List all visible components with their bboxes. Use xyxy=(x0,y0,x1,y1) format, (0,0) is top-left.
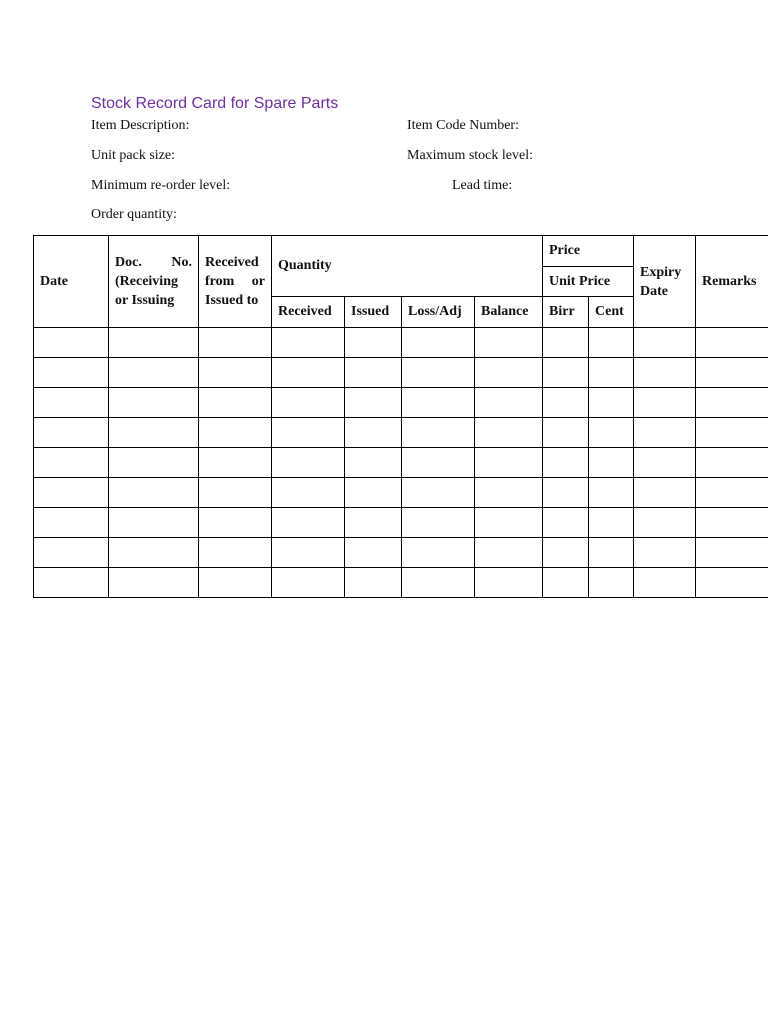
table-cell[interactable] xyxy=(272,358,345,388)
table-cell[interactable] xyxy=(589,328,634,358)
table-cell[interactable] xyxy=(634,418,696,448)
table-cell[interactable] xyxy=(402,568,475,598)
table-cell[interactable] xyxy=(272,448,345,478)
table-cell[interactable] xyxy=(543,358,589,388)
table-cell[interactable] xyxy=(272,418,345,448)
table-cell[interactable] xyxy=(402,508,475,538)
table-cell[interactable] xyxy=(34,418,109,448)
table-cell[interactable] xyxy=(475,418,543,448)
header-birr: Birr xyxy=(543,297,589,328)
header-quantity: Quantity xyxy=(272,236,543,297)
table-cell[interactable] xyxy=(589,508,634,538)
table-cell[interactable] xyxy=(402,388,475,418)
table-cell[interactable] xyxy=(345,538,402,568)
table-cell[interactable] xyxy=(543,538,589,568)
table-cell[interactable] xyxy=(109,448,199,478)
table-cell[interactable] xyxy=(345,508,402,538)
table-row xyxy=(34,478,768,508)
table-cell[interactable] xyxy=(272,478,345,508)
table-cell[interactable] xyxy=(543,508,589,538)
table-cell[interactable] xyxy=(402,328,475,358)
table-cell[interactable] xyxy=(34,478,109,508)
table-cell[interactable] xyxy=(589,448,634,478)
table-cell[interactable] xyxy=(402,478,475,508)
table-row xyxy=(34,568,768,598)
table-cell[interactable] xyxy=(543,448,589,478)
table-row xyxy=(34,448,768,478)
table-cell[interactable] xyxy=(199,538,272,568)
table-cell[interactable] xyxy=(199,478,272,508)
stock-record-table xyxy=(33,235,768,598)
table-cell[interactable] xyxy=(589,478,634,508)
header-unit-price: Unit Price xyxy=(543,267,634,297)
table-row xyxy=(34,418,768,448)
table-row xyxy=(34,328,768,358)
table-cell[interactable] xyxy=(696,448,768,478)
table-cell[interactable] xyxy=(199,508,272,538)
table-cell[interactable] xyxy=(696,388,768,418)
table-cell[interactable] xyxy=(199,418,272,448)
table-cell[interactable] xyxy=(475,568,543,598)
table-cell[interactable] xyxy=(475,508,543,538)
table-cell[interactable] xyxy=(634,328,696,358)
table-cell[interactable] xyxy=(543,418,589,448)
table-cell[interactable] xyxy=(696,418,768,448)
table-row xyxy=(34,388,768,418)
table-cell[interactable] xyxy=(345,388,402,418)
unit-pack-size-label: Unit pack size: xyxy=(91,148,175,163)
item-code-number-label: Item Code Number: xyxy=(407,118,519,133)
table-cell[interactable] xyxy=(634,388,696,418)
table-cell[interactable] xyxy=(589,568,634,598)
table-cell[interactable] xyxy=(109,508,199,538)
header-cent: Cent xyxy=(589,297,634,328)
maximum-stock-level-label: Maximum stock level: xyxy=(407,148,533,163)
table-cell[interactable] xyxy=(345,478,402,508)
table-cell[interactable] xyxy=(109,538,199,568)
table-cell[interactable] xyxy=(475,448,543,478)
item-description-label: Item Description: xyxy=(91,118,190,133)
table-cell[interactable] xyxy=(109,568,199,598)
table-cell[interactable] xyxy=(475,328,543,358)
table-cell[interactable] xyxy=(272,508,345,538)
table-cell[interactable] xyxy=(634,508,696,538)
header-received: Received xyxy=(272,297,345,328)
table-cell[interactable] xyxy=(199,358,272,388)
table-row xyxy=(34,508,768,538)
table-row xyxy=(34,358,768,388)
table-cell[interactable] xyxy=(272,568,345,598)
table-cell[interactable] xyxy=(696,538,768,568)
table-cell[interactable] xyxy=(475,358,543,388)
table-cell[interactable] xyxy=(34,448,109,478)
table-cell[interactable] xyxy=(589,418,634,448)
table-cell[interactable] xyxy=(34,508,109,538)
table-cell[interactable] xyxy=(402,358,475,388)
table-cell[interactable] xyxy=(34,568,109,598)
table-cell[interactable] xyxy=(475,478,543,508)
table-cell[interactable] xyxy=(475,538,543,568)
table-cell[interactable] xyxy=(34,328,109,358)
table-cell[interactable] xyxy=(272,328,345,358)
table-cell[interactable] xyxy=(34,358,109,388)
table-cell[interactable] xyxy=(272,538,345,568)
table-cell[interactable] xyxy=(696,328,768,358)
table-cell[interactable] xyxy=(634,538,696,568)
table-cell[interactable] xyxy=(543,478,589,508)
table-cell[interactable] xyxy=(272,388,345,418)
header-balance: Balance xyxy=(475,297,543,328)
lead-time-label: Lead time: xyxy=(452,178,513,193)
table-cell[interactable] xyxy=(696,508,768,538)
header-date: Date xyxy=(34,236,109,328)
table-cell[interactable] xyxy=(402,538,475,568)
table-cell[interactable] xyxy=(402,448,475,478)
table-cell[interactable] xyxy=(696,358,768,388)
header-doc-no: Doc. No. (Receiving or Issuing xyxy=(109,236,199,328)
table-cell[interactable] xyxy=(543,328,589,358)
table-cell[interactable] xyxy=(475,388,543,418)
header-price: Price xyxy=(543,236,634,267)
page-title: Stock Record Card for Spare Parts xyxy=(91,95,339,112)
table-cell[interactable] xyxy=(345,328,402,358)
table-cell[interactable] xyxy=(589,538,634,568)
table-cell[interactable] xyxy=(345,568,402,598)
table-cell[interactable] xyxy=(634,358,696,388)
table-cell[interactable] xyxy=(634,568,696,598)
table-cell[interactable] xyxy=(543,388,589,418)
table-cell[interactable] xyxy=(199,328,272,358)
table-cell[interactable] xyxy=(696,568,768,598)
table-cell[interactable] xyxy=(543,568,589,598)
table-cell[interactable] xyxy=(199,388,272,418)
table-cell[interactable] xyxy=(199,448,272,478)
minimum-reorder-level-label: Minimum re-order level: xyxy=(91,178,231,193)
header-expiry-date: Expiry Date xyxy=(634,236,696,328)
table-cell[interactable] xyxy=(634,448,696,478)
table-cell[interactable] xyxy=(402,418,475,448)
table-cell[interactable] xyxy=(109,418,199,448)
table-cell[interactable] xyxy=(345,448,402,478)
header-remarks: Remarks xyxy=(696,236,768,328)
header-loss-adj: Loss/Adj xyxy=(402,297,475,328)
table-cell[interactable] xyxy=(34,388,109,418)
header-issued: Issued xyxy=(345,297,402,328)
table-cell[interactable] xyxy=(589,358,634,388)
table-cell[interactable] xyxy=(109,388,199,418)
order-quantity-label: Order quantity: xyxy=(91,207,177,222)
table-cell[interactable] xyxy=(345,418,402,448)
table-cell[interactable] xyxy=(109,358,199,388)
table-cell[interactable] xyxy=(589,388,634,418)
table-cell[interactable] xyxy=(109,478,199,508)
table-row xyxy=(34,538,768,568)
table-cell[interactable] xyxy=(345,358,402,388)
table-cell[interactable] xyxy=(199,568,272,598)
table-cell[interactable] xyxy=(109,328,199,358)
table-cell[interactable] xyxy=(696,478,768,508)
header-received-from: Received from or Issued to xyxy=(199,236,272,328)
table-cell[interactable] xyxy=(634,478,696,508)
table-cell[interactable] xyxy=(34,538,109,568)
